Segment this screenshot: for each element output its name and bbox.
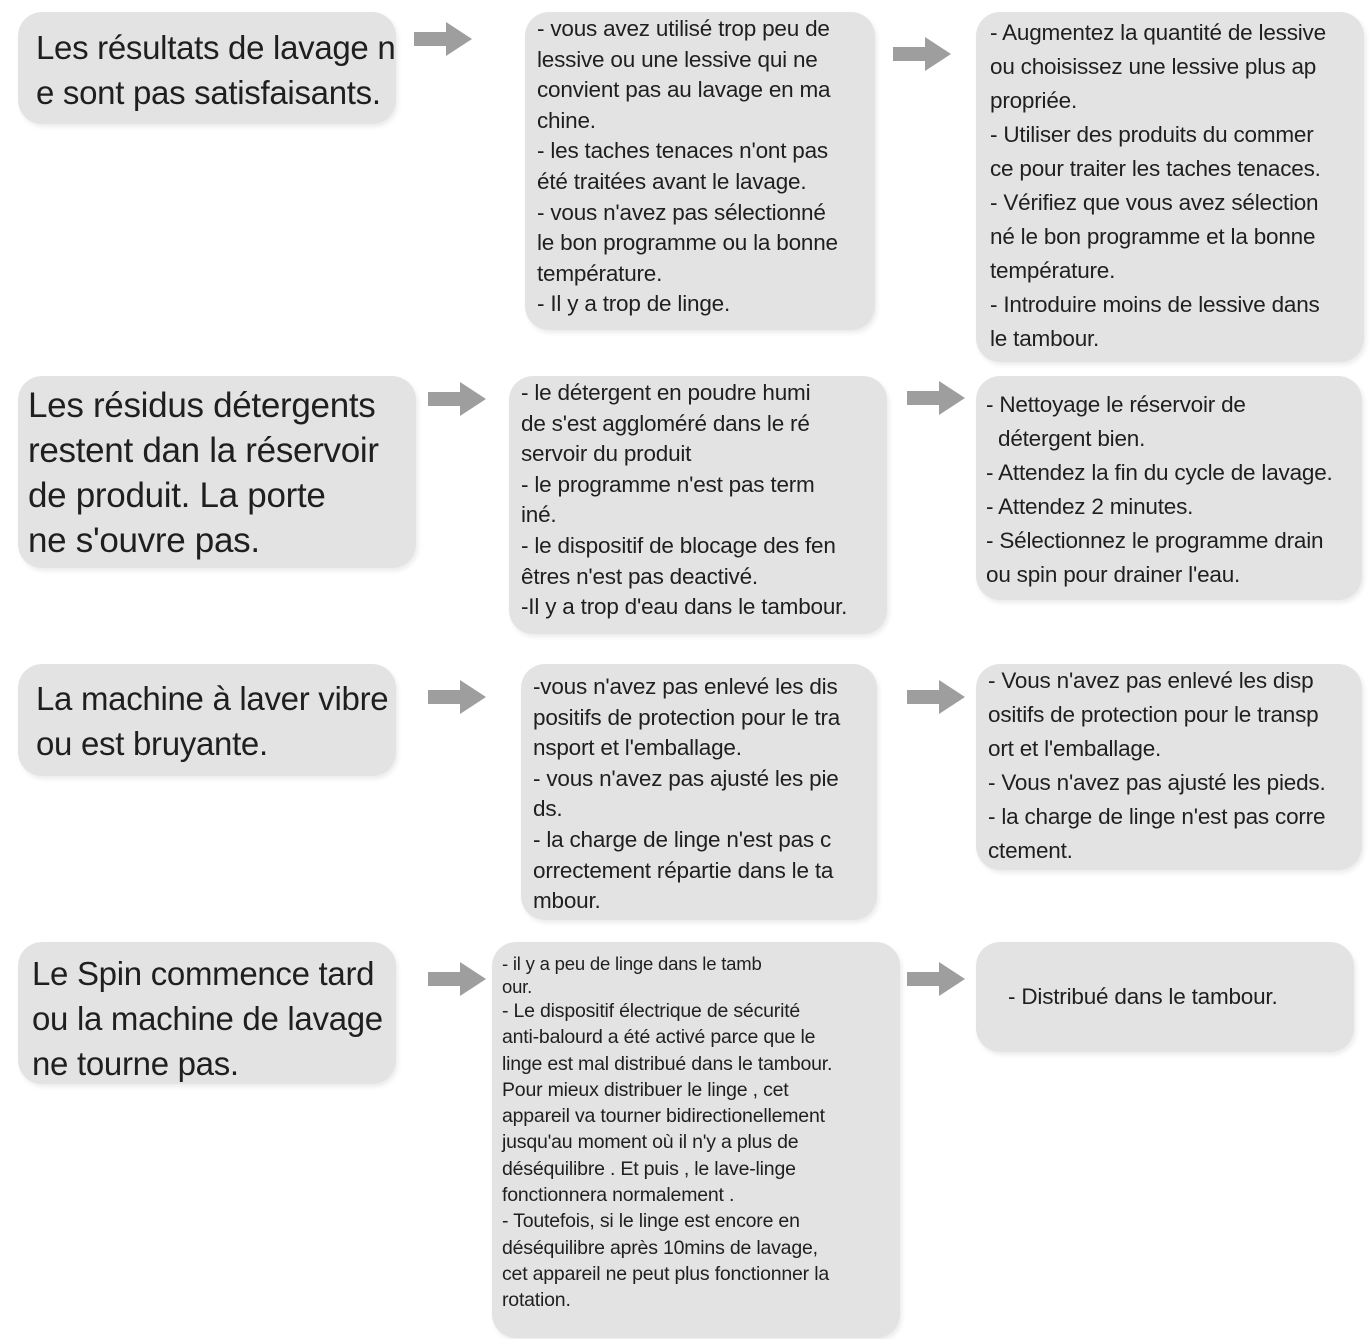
solution-1-line: - Introduire moins de lessive dans bbox=[990, 292, 1320, 317]
solution-1-line: ou choisissez une lessive plus ap bbox=[990, 54, 1317, 79]
arrow-icon bbox=[428, 962, 486, 996]
problem-box-1 bbox=[18, 12, 396, 124]
problem-2-line: ne s'ouvre pas. bbox=[28, 521, 260, 560]
cause-1-line: température. bbox=[537, 260, 663, 286]
cause-4-line: - Le dispositif électrique de sécurité bbox=[502, 1000, 801, 1022]
cause-3-line: orrectement répartie dans le ta bbox=[533, 857, 834, 883]
cause-box-2 bbox=[509, 376, 887, 634]
solution-box-4 bbox=[976, 942, 1354, 1052]
problem-box-3 bbox=[18, 664, 396, 776]
solution-2-line: - Attendez 2 minutes. bbox=[986, 494, 1194, 519]
cause-3-line: nsport et l'emballage. bbox=[533, 735, 742, 761]
cause-4-line: jusqu'au moment où il n'y a plus de bbox=[502, 1131, 799, 1154]
cause-4-line: appareil va tourner bidirectionellement bbox=[502, 1105, 825, 1128]
problem-3-line: ou est bruyante. bbox=[36, 725, 268, 762]
solution-2-line: détergent bien. bbox=[998, 426, 1146, 451]
cause-1-line: le bon programme ou la bonne bbox=[537, 230, 838, 256]
cause-1-line: été traitées avant le lavage. bbox=[537, 168, 807, 194]
problem-4-line: ou la machine de lavage bbox=[32, 1000, 383, 1037]
cause-2-line: - le dispositif de blocage des fen bbox=[521, 532, 836, 558]
cause-2-line: - le détergent en poudre humi bbox=[521, 380, 811, 405]
solution-3-line: ort et l'emballage. bbox=[988, 736, 1162, 761]
solution-3-line: - Vous n'avez pas ajusté les pieds. bbox=[988, 770, 1326, 795]
cause-2-line: - le programme n'est pas term bbox=[521, 471, 815, 497]
cause-4-line: déséquilibre après 10mins de lavage, bbox=[502, 1236, 818, 1259]
solution-1-line: température. bbox=[990, 258, 1116, 283]
cause-1-line: lessive ou une lessive qui ne bbox=[537, 46, 818, 72]
cause-4-line: Pour mieux distribuer le linge , cet bbox=[502, 1078, 789, 1101]
solution-box-1 bbox=[976, 12, 1364, 362]
problem-2-line: restent dan la réservoir bbox=[28, 431, 379, 470]
solution-1-line: - Utiliser des produits du commer bbox=[990, 122, 1314, 147]
problem-1-line-2: e sont pas satisfaisants. bbox=[36, 74, 381, 111]
cause-1-line: convient pas au lavage en ma bbox=[537, 77, 831, 103]
cause-4-line: - Toutefois, si le linge est encore en bbox=[502, 1210, 800, 1233]
problem-4-line: ne tourne pas. bbox=[32, 1045, 239, 1082]
cause-4-line: déséquilibre . Et puis , le lave-linge bbox=[502, 1157, 796, 1180]
solution-1-line: propriée. bbox=[990, 88, 1078, 113]
arrow-icon bbox=[907, 962, 965, 996]
problem-3-line: La machine à laver vibre bbox=[36, 680, 389, 717]
cause-1-line: - Il y a trop de linge. bbox=[537, 291, 731, 317]
solution-3-line: - la charge de linge n'est pas corre bbox=[988, 804, 1326, 829]
cause-4-line: rotation. bbox=[502, 1289, 571, 1312]
solution-2-line: - Sélectionnez le programme drain bbox=[986, 528, 1324, 553]
arrow-icon bbox=[414, 22, 472, 56]
cause-1-line: - vous n'avez pas sélectionné bbox=[537, 199, 826, 225]
solution-3-line: ositifs de protection pour le transp bbox=[988, 702, 1319, 727]
cause-2-line: de s'est aggloméré dans le ré bbox=[521, 410, 810, 436]
cause-4-line: - il y a peu de linge dans le tamb bbox=[502, 953, 762, 974]
cause-box-3 bbox=[521, 664, 877, 920]
solution-2-line: - Attendez la fin du cycle de lavage. bbox=[986, 460, 1333, 485]
problem-4-line: Le Spin commence tard bbox=[32, 955, 375, 992]
cause-1-line: - vous avez utilisé trop peu de bbox=[537, 16, 830, 41]
solution-1-line: né le bon programme et la bonne bbox=[990, 224, 1316, 249]
cause-1-line: - les taches tenaces n'ont pas bbox=[537, 138, 828, 164]
cause-3-line: mbour. bbox=[533, 888, 601, 914]
solution-box-3 bbox=[976, 664, 1362, 870]
solution-2-line: ou spin pour drainer l'eau. bbox=[986, 562, 1241, 587]
cause-2-line: -Il y a trop d'eau dans le tambour. bbox=[521, 594, 848, 620]
cause-4-line: anti-balourd a été activé parce que le bbox=[502, 1026, 816, 1049]
problem-2-line: de produit. La porte bbox=[28, 476, 326, 515]
solution-3-line: - Vous n'avez pas enlevé les disp bbox=[988, 668, 1314, 693]
cause-box-1 bbox=[525, 12, 875, 330]
solution-1-line: ce pour traiter les taches tenaces. bbox=[990, 156, 1321, 181]
cause-4-line: linge est mal distribué dans le tambour. bbox=[502, 1052, 833, 1075]
arrow-icon bbox=[428, 382, 486, 416]
arrow-icon bbox=[893, 37, 951, 71]
cause-4-line: cet appareil ne peut plus fonctionner la bbox=[502, 1262, 829, 1285]
arrow-icon bbox=[907, 680, 965, 714]
solution-1-line: - Vérifiez que vous avez sélection bbox=[990, 190, 1319, 215]
problem-2-line: Les résidus détergents bbox=[28, 386, 376, 425]
cause-2-line: iné. bbox=[521, 502, 557, 528]
cause-2-line: servoir du produit bbox=[521, 441, 692, 467]
cause-box-4 bbox=[492, 942, 900, 1338]
problem-box-2 bbox=[18, 376, 416, 568]
problem-1-line-1: Les résultats de lavage n bbox=[36, 29, 396, 66]
cause-2-line: êtres n'est pas deactivé. bbox=[521, 563, 758, 589]
arrow-icon bbox=[428, 680, 486, 714]
solution-2-line: - Nettoyage le réservoir de bbox=[986, 392, 1246, 417]
solution-1-line: le tambour. bbox=[990, 326, 1100, 351]
cause-3-line: positifs de protection pour le tra bbox=[533, 704, 841, 730]
cause-3-line: - vous n'avez pas ajusté les pie bbox=[533, 765, 839, 791]
solution-1-line: - Augmentez la quantité de lessive bbox=[990, 20, 1326, 45]
cause-3-line: ds. bbox=[533, 796, 563, 822]
solution-3-line: ctement. bbox=[988, 838, 1073, 863]
cause-4-line: fonctionnera normalement . bbox=[502, 1184, 735, 1207]
cause-3-line: - la charge de linge n'est pas c bbox=[533, 826, 832, 852]
solution-box-2 bbox=[976, 376, 1362, 600]
cause-3-line: -vous n'avez pas enlevé les dis bbox=[533, 674, 838, 699]
cause-1-line: chine. bbox=[537, 107, 596, 133]
solution-4-line: - Distribué dans le tambour. bbox=[1008, 984, 1278, 1009]
problem-box-4 bbox=[18, 942, 396, 1084]
arrow-icon bbox=[907, 381, 965, 415]
cause-4-line: our. bbox=[502, 976, 533, 997]
